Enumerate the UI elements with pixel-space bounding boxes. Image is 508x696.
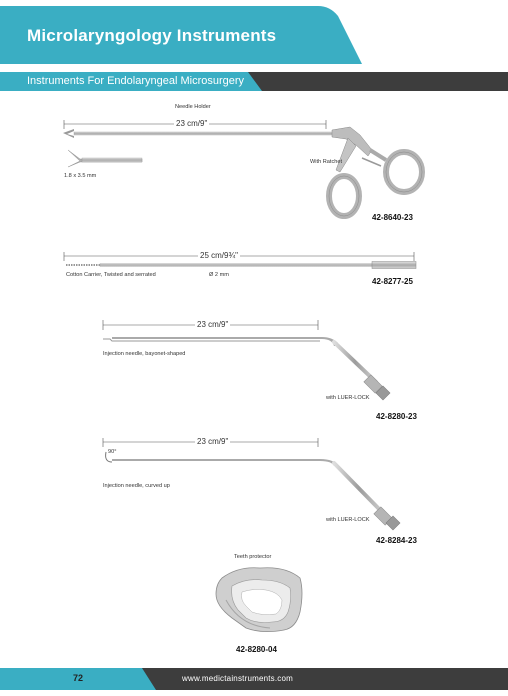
length-label: 23 cm/9" [176, 119, 208, 128]
diameter-label: Ø 2 mm [209, 272, 229, 278]
website-link[interactable]: www.medictainstruments.com [182, 674, 294, 683]
luer-lock-note: with LUER-LOCK [326, 517, 370, 523]
product-name: Injection needle, bayonet-shaped [103, 351, 186, 357]
injection-needle-bayonet-illustration [103, 320, 390, 400]
tip-size-label: 1.8 x 3.5 mm [64, 173, 97, 179]
page-number: 72 [73, 673, 84, 683]
product-code: 42-8280-04 [236, 645, 277, 654]
product-code: 42-8280-23 [376, 412, 417, 421]
length-label: 25 cm/9¾" [200, 251, 238, 260]
length-label: 23 cm/9" [197, 320, 229, 329]
product-name: Needle Holder [175, 104, 211, 110]
product-code: 42-8284-23 [376, 536, 417, 545]
product-code: 42-8277-25 [372, 277, 413, 286]
ratchet-note: With Ratchet [310, 159, 343, 165]
product-name: Teeth protector [234, 554, 272, 560]
product-name: Cotton Carrier, Twisted and serrated [66, 272, 156, 278]
product-code: 42-8640-23 [372, 213, 413, 222]
cotton-carrier-illustration [64, 252, 416, 269]
section-title: Instruments For Endolaryngeal Microsurgery [27, 75, 245, 87]
angle-label: 90° [108, 449, 117, 455]
needle-holder-illustration [63, 120, 422, 216]
luer-lock-note: with LUER-LOCK [326, 395, 370, 401]
teeth-protector-illustration [216, 568, 302, 632]
length-label: 23 cm/9" [197, 437, 229, 446]
product-name: Injection needle, curved up [103, 483, 170, 489]
page-title: Microlaryngology Instruments [27, 26, 277, 45]
